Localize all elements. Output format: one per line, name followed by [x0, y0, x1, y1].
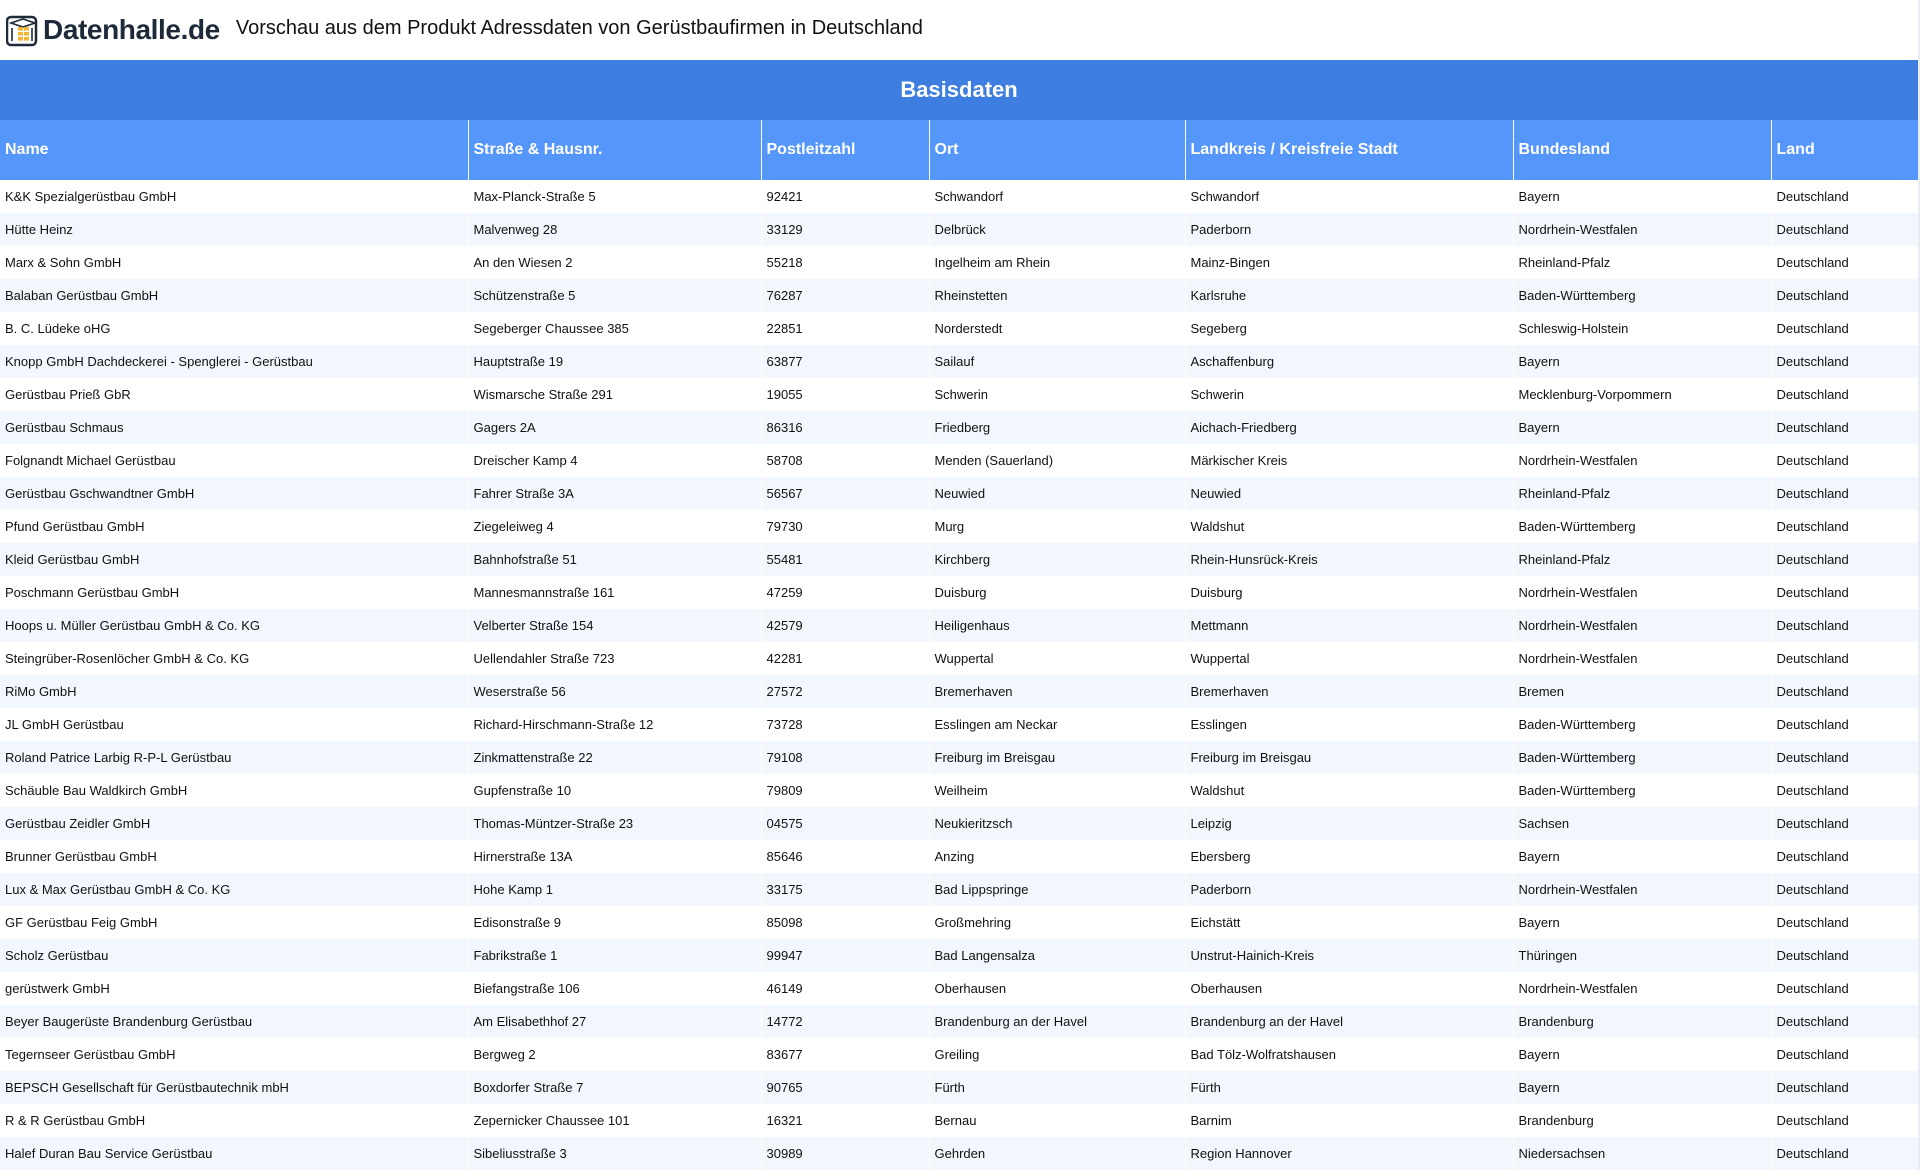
cell-country: Deutschland	[1771, 840, 1918, 873]
cell-street: Bergweg 2	[468, 1038, 761, 1071]
logo[interactable]	[6, 10, 220, 50]
cell-country: Deutschland	[1771, 675, 1918, 708]
cell-city: Gehrden	[929, 1137, 1185, 1170]
cell-name: BEPSCH Gesellschaft für Gerüstbautechnik mbH	[0, 1071, 468, 1104]
cell-street: Biefangstraße 106	[468, 972, 761, 1005]
cell-country: Deutschland	[1771, 609, 1918, 642]
cell-street: Max-Planck-Straße 5	[468, 180, 761, 213]
cell-postal-code: 92421	[761, 180, 929, 213]
table-row	[0, 477, 1918, 510]
cell-postal-code: 85646	[761, 840, 929, 873]
cell-postal-code: 16321	[761, 1104, 929, 1137]
cell-city: Greiling	[929, 1038, 1185, 1071]
cell-district: Waldshut	[1185, 774, 1513, 807]
cell-country: Deutschland	[1771, 906, 1918, 939]
cell-country: Deutschland	[1771, 774, 1918, 807]
cell-district: Mainz-Bingen	[1185, 246, 1513, 279]
cell-street: Mannesmannstraße 161	[468, 576, 761, 609]
cell-name: RiMo GmbH	[0, 675, 468, 708]
cell-street: Ziegeleiweg 4	[468, 510, 761, 543]
cell-district: Unstrut-Hainich-Kreis	[1185, 939, 1513, 972]
cell-state: Brandenburg	[1513, 1104, 1771, 1137]
cell-state: Thüringen	[1513, 939, 1771, 972]
cell-district: Schwerin	[1185, 378, 1513, 411]
cell-state: Nordrhein-Westfalen	[1513, 213, 1771, 246]
cell-district: Aschaffenburg	[1185, 345, 1513, 378]
cell-street: Zepernicker Chaussee 101	[468, 1104, 761, 1137]
cell-district: Segeberg	[1185, 312, 1513, 345]
table-row	[0, 840, 1918, 873]
table-row	[0, 807, 1918, 840]
cell-country: Deutschland	[1771, 1038, 1918, 1071]
cell-street: Fahrer Straße 3A	[468, 477, 761, 510]
cell-country: Deutschland	[1771, 939, 1918, 972]
cell-state: Baden-Württemberg	[1513, 741, 1771, 774]
cell-district: Eichstätt	[1185, 906, 1513, 939]
cell-name: Kleid Gerüstbau GmbH	[0, 543, 468, 576]
cell-state: Sachsen	[1513, 807, 1771, 840]
cell-street: Hauptstraße 19	[468, 345, 761, 378]
cell-state: Nordrhein-Westfalen	[1513, 873, 1771, 906]
cell-name: Poschmann Gerüstbau GmbH	[0, 576, 468, 609]
cell-postal-code: 79108	[761, 741, 929, 774]
cell-district: Aichach-Friedberg	[1185, 411, 1513, 444]
cell-postal-code: 73728	[761, 708, 929, 741]
cell-city: Friedberg	[929, 411, 1185, 444]
cell-city: Rheinstetten	[929, 279, 1185, 312]
cell-district: Esslingen	[1185, 708, 1513, 741]
cell-street: An den Wiesen 2	[468, 246, 761, 279]
cell-postal-code: 30989	[761, 1137, 929, 1170]
table-row	[0, 246, 1918, 279]
cell-postal-code: 99947	[761, 939, 929, 972]
column-header-city: Ort	[929, 120, 1185, 180]
cell-district: Region Hannover	[1185, 1137, 1513, 1170]
cell-postal-code: 79730	[761, 510, 929, 543]
cell-name: JL GmbH Gerüstbau	[0, 708, 468, 741]
address-table	[0, 60, 1918, 1170]
table-row	[0, 873, 1918, 906]
cell-country: Deutschland	[1771, 1005, 1918, 1038]
cell-city: Freiburg im Breisgau	[929, 741, 1185, 774]
cell-name: Halef Duran Bau Service Gerüstbau	[0, 1137, 468, 1170]
cell-country: Deutschland	[1771, 444, 1918, 477]
cell-state: Brandenburg	[1513, 1005, 1771, 1038]
cell-district: Märkischer Kreis	[1185, 444, 1513, 477]
cell-country: Deutschland	[1771, 708, 1918, 741]
cell-street: Hohe Kamp 1	[468, 873, 761, 906]
table-row	[0, 774, 1918, 807]
cell-city: Weilheim	[929, 774, 1185, 807]
cell-district: Mettmann	[1185, 609, 1513, 642]
cell-state: Bayern	[1513, 906, 1771, 939]
cell-district: Schwandorf	[1185, 180, 1513, 213]
cell-city: Bernau	[929, 1104, 1185, 1137]
cell-state: Rheinland-Pfalz	[1513, 246, 1771, 279]
column-header-country: Land	[1771, 120, 1918, 180]
cell-city: Schwerin	[929, 378, 1185, 411]
cell-district: Bad Tölz-Wolfratshausen	[1185, 1038, 1513, 1071]
cell-country: Deutschland	[1771, 873, 1918, 906]
cell-country: Deutschland	[1771, 477, 1918, 510]
cell-state: Bayern	[1513, 180, 1771, 213]
cell-street: Thomas-Müntzer-Straße 23	[468, 807, 761, 840]
cell-name: B. C. Lüdeke oHG	[0, 312, 468, 345]
cell-city: Neuwied	[929, 477, 1185, 510]
cell-state: Baden-Württemberg	[1513, 279, 1771, 312]
cell-name: Gerüstbau Zeidler GmbH	[0, 807, 468, 840]
cell-country: Deutschland	[1771, 1104, 1918, 1137]
table-row	[0, 1005, 1918, 1038]
cell-country: Deutschland	[1771, 576, 1918, 609]
cell-name: Brunner Gerüstbau GmbH	[0, 840, 468, 873]
cell-street: Am Elisabethhof 27	[468, 1005, 761, 1038]
cell-street: Uellendahler Straße 723	[468, 642, 761, 675]
cell-street: Zinkmattenstraße 22	[468, 741, 761, 774]
cell-street: Segeberger Chaussee 385	[468, 312, 761, 345]
cell-country: Deutschland	[1771, 510, 1918, 543]
cell-city: Duisburg	[929, 576, 1185, 609]
logo-text: Datenhalle.de	[43, 14, 220, 45]
cell-street: Wismarsche Straße 291	[468, 378, 761, 411]
cell-city: Oberhausen	[929, 972, 1185, 1005]
table-row	[0, 972, 1918, 1005]
cell-name: Pfund Gerüstbau GmbH	[0, 510, 468, 543]
table-body	[0, 180, 1918, 1170]
section-header-row	[0, 60, 1918, 120]
cell-country: Deutschland	[1771, 180, 1918, 213]
cell-name: Balaban Gerüstbau GmbH	[0, 279, 468, 312]
cell-country: Deutschland	[1771, 972, 1918, 1005]
cell-district: Ebersberg	[1185, 840, 1513, 873]
table-row	[0, 378, 1918, 411]
cell-postal-code: 83677	[761, 1038, 929, 1071]
cell-state: Nordrhein-Westfalen	[1513, 609, 1771, 642]
cell-city: Sailauf	[929, 345, 1185, 378]
cell-district: Brandenburg an der Havel	[1185, 1005, 1513, 1038]
table-row	[0, 576, 1918, 609]
cell-district: Duisburg	[1185, 576, 1513, 609]
table-row	[0, 1137, 1918, 1170]
cell-street: Gupfenstraße 10	[468, 774, 761, 807]
cell-district: Waldshut	[1185, 510, 1513, 543]
cell-postal-code: 47259	[761, 576, 929, 609]
cell-district: Bremerhaven	[1185, 675, 1513, 708]
cell-postal-code: 33175	[761, 873, 929, 906]
column-header-postal-code: Postleitzahl	[761, 120, 929, 180]
cell-district: Barnim	[1185, 1104, 1513, 1137]
section-title: Basisdaten	[0, 60, 1918, 120]
cell-name: K&K Spezialgerüstbau GmbH	[0, 180, 468, 213]
table-row	[0, 708, 1918, 741]
table-row	[0, 279, 1918, 312]
cell-state: Nordrhein-Westfalen	[1513, 972, 1771, 1005]
cell-country: Deutschland	[1771, 378, 1918, 411]
cell-street: Dreischer Kamp 4	[468, 444, 761, 477]
cell-postal-code: 63877	[761, 345, 929, 378]
column-header-name: Name	[0, 120, 468, 180]
cell-name: R & R Gerüstbau GmbH	[0, 1104, 468, 1137]
cell-district: Karlsruhe	[1185, 279, 1513, 312]
cell-city: Bad Lippspringe	[929, 873, 1185, 906]
cell-name: gerüstwerk GmbH	[0, 972, 468, 1005]
cell-street: Hirnerstraße 13A	[468, 840, 761, 873]
table-row	[0, 312, 1918, 345]
cell-street: Richard-Hirschmann-Straße 12	[468, 708, 761, 741]
cell-name: Schäuble Bau Waldkirch GmbH	[0, 774, 468, 807]
cell-state: Baden-Württemberg	[1513, 774, 1771, 807]
cell-state: Baden-Württemberg	[1513, 510, 1771, 543]
cell-state: Mecklenburg-Vorpommern	[1513, 378, 1771, 411]
cell-street: Gagers 2A	[468, 411, 761, 444]
cell-district: Wuppertal	[1185, 642, 1513, 675]
cell-name: Hoops u. Müller Gerüstbau GmbH & Co. KG	[0, 609, 468, 642]
table-row	[0, 741, 1918, 774]
cell-city: Murg	[929, 510, 1185, 543]
table-row	[0, 642, 1918, 675]
cell-country: Deutschland	[1771, 807, 1918, 840]
cell-city: Esslingen am Neckar	[929, 708, 1185, 741]
cell-postal-code: 86316	[761, 411, 929, 444]
cell-street: Bahnhofstraße 51	[468, 543, 761, 576]
cell-city: Heiligenhaus	[929, 609, 1185, 642]
column-header-district: Landkreis / Kreisfreie Stadt	[1185, 120, 1513, 180]
cell-country: Deutschland	[1771, 741, 1918, 774]
cell-district: Paderborn	[1185, 213, 1513, 246]
table-row	[0, 543, 1918, 576]
cell-district: Rhein-Hunsrück-Kreis	[1185, 543, 1513, 576]
cell-state: Bayern	[1513, 345, 1771, 378]
table-row	[0, 180, 1918, 213]
cell-name: Roland Patrice Larbig R-P-L Gerüstbau	[0, 741, 468, 774]
cell-postal-code: 04575	[761, 807, 929, 840]
cell-name: GF Gerüstbau Feig GmbH	[0, 906, 468, 939]
cell-postal-code: 76287	[761, 279, 929, 312]
table-row	[0, 906, 1918, 939]
cell-country: Deutschland	[1771, 345, 1918, 378]
table-row	[0, 411, 1918, 444]
cell-state: Bayern	[1513, 1071, 1771, 1104]
cell-district: Leipzig	[1185, 807, 1513, 840]
cell-street: Malvenweg 28	[468, 213, 761, 246]
cell-state: Niedersachsen	[1513, 1137, 1771, 1170]
table-row	[0, 675, 1918, 708]
cell-postal-code: 42281	[761, 642, 929, 675]
table-row	[0, 1071, 1918, 1104]
cell-city: Kirchberg	[929, 543, 1185, 576]
cell-name: Marx & Sohn GmbH	[0, 246, 468, 279]
cell-name: Gerüstbau Gschwandtner GmbH	[0, 477, 468, 510]
cell-city: Brandenburg an der Havel	[929, 1005, 1185, 1038]
table-row	[0, 1038, 1918, 1071]
cell-name: Gerüstbau Prieß GbR	[0, 378, 468, 411]
cell-state: Rheinland-Pfalz	[1513, 477, 1771, 510]
cell-state: Baden-Württemberg	[1513, 708, 1771, 741]
cell-postal-code: 27572	[761, 675, 929, 708]
cell-city: Menden (Sauerland)	[929, 444, 1185, 477]
cell-city: Schwandorf	[929, 180, 1185, 213]
cell-name: Gerüstbau Schmaus	[0, 411, 468, 444]
cell-name: Steingrüber-Rosenlöcher GmbH & Co. KG	[0, 642, 468, 675]
cell-state: Nordrhein-Westfalen	[1513, 642, 1771, 675]
cell-country: Deutschland	[1771, 312, 1918, 345]
cell-name: Beyer Baugerüste Brandenburg Gerüstbau	[0, 1005, 468, 1038]
top-bar	[0, 0, 1918, 60]
cell-postal-code: 85098	[761, 906, 929, 939]
cell-state: Nordrhein-Westfalen	[1513, 444, 1771, 477]
cell-street: Schützenstraße 5	[468, 279, 761, 312]
page-title: Vorschau aus dem Produkt Adressdaten von Gerüstbaufirmen in Deutschland	[235, 16, 923, 39]
column-header-street: Straße & Hausnr.	[468, 120, 761, 180]
cell-district: Fürth	[1185, 1071, 1513, 1104]
cell-country: Deutschland	[1771, 543, 1918, 576]
cell-street: Fabrikstraße 1	[468, 939, 761, 972]
cell-postal-code: 55218	[761, 246, 929, 279]
cell-postal-code: 58708	[761, 444, 929, 477]
cell-name: Folgnandt Michael Gerüstbau	[0, 444, 468, 477]
cell-district: Oberhausen	[1185, 972, 1513, 1005]
cell-postal-code: 14772	[761, 1005, 929, 1038]
cell-state: Bremen	[1513, 675, 1771, 708]
cell-street: Velberter Straße 154	[468, 609, 761, 642]
cell-state: Bayern	[1513, 1038, 1771, 1071]
cell-postal-code: 56567	[761, 477, 929, 510]
cell-postal-code: 22851	[761, 312, 929, 345]
table-row	[0, 213, 1918, 246]
cell-country: Deutschland	[1771, 1071, 1918, 1104]
cell-postal-code: 33129	[761, 213, 929, 246]
cell-city: Großmehring	[929, 906, 1185, 939]
cell-district: Freiburg im Breisgau	[1185, 741, 1513, 774]
table-row	[0, 939, 1918, 972]
cell-postal-code: 19055	[761, 378, 929, 411]
table-row	[0, 444, 1918, 477]
cell-street: Edisonstraße 9	[468, 906, 761, 939]
cell-district: Neuwied	[1185, 477, 1513, 510]
cell-state: Schleswig-Holstein	[1513, 312, 1771, 345]
cell-postal-code: 42579	[761, 609, 929, 642]
table-row	[0, 609, 1918, 642]
column-header-state: Bundesland	[1513, 120, 1771, 180]
cell-city: Norderstedt	[929, 312, 1185, 345]
cell-name: Hütte Heinz	[0, 213, 468, 246]
cell-state: Nordrhein-Westfalen	[1513, 576, 1771, 609]
table-row	[0, 1104, 1918, 1137]
cell-postal-code: 79809	[761, 774, 929, 807]
cell-street: Boxdorfer Straße 7	[468, 1071, 761, 1104]
cell-city: Bremerhaven	[929, 675, 1185, 708]
cell-country: Deutschland	[1771, 1137, 1918, 1170]
cell-name: Lux & Max Gerüstbau GmbH & Co. KG	[0, 873, 468, 906]
cell-name: Scholz Gerüstbau	[0, 939, 468, 972]
database-logo-icon	[6, 14, 39, 47]
cell-city: Ingelheim am Rhein	[929, 246, 1185, 279]
cell-city: Wuppertal	[929, 642, 1185, 675]
cell-country: Deutschland	[1771, 279, 1918, 312]
cell-name: Knopp GmbH Dachdeckerei - Spenglerei - Gerüstbau	[0, 345, 468, 378]
cell-postal-code: 90765	[761, 1071, 929, 1104]
cell-state: Bayern	[1513, 411, 1771, 444]
cell-city: Neukieritzsch	[929, 807, 1185, 840]
cell-district: Paderborn	[1185, 873, 1513, 906]
cell-postal-code: 55481	[761, 543, 929, 576]
cell-street: Sibeliusstraße 3	[468, 1137, 761, 1170]
cell-country: Deutschland	[1771, 246, 1918, 279]
cell-state: Bayern	[1513, 840, 1771, 873]
table-row	[0, 510, 1918, 543]
cell-country: Deutschland	[1771, 642, 1918, 675]
cell-country: Deutschland	[1771, 411, 1918, 444]
cell-city: Delbrück	[929, 213, 1185, 246]
cell-country: Deutschland	[1771, 213, 1918, 246]
cell-city: Fürth	[929, 1071, 1185, 1104]
cell-city: Anzing	[929, 840, 1185, 873]
cell-postal-code: 46149	[761, 972, 929, 1005]
table-row	[0, 345, 1918, 378]
cell-city: Bad Langensalza	[929, 939, 1185, 972]
cell-street: Weserstraße 56	[468, 675, 761, 708]
cell-state: Rheinland-Pfalz	[1513, 543, 1771, 576]
column-header-row	[0, 120, 1918, 180]
cell-name: Tegernseer Gerüstbau GmbH	[0, 1038, 468, 1071]
